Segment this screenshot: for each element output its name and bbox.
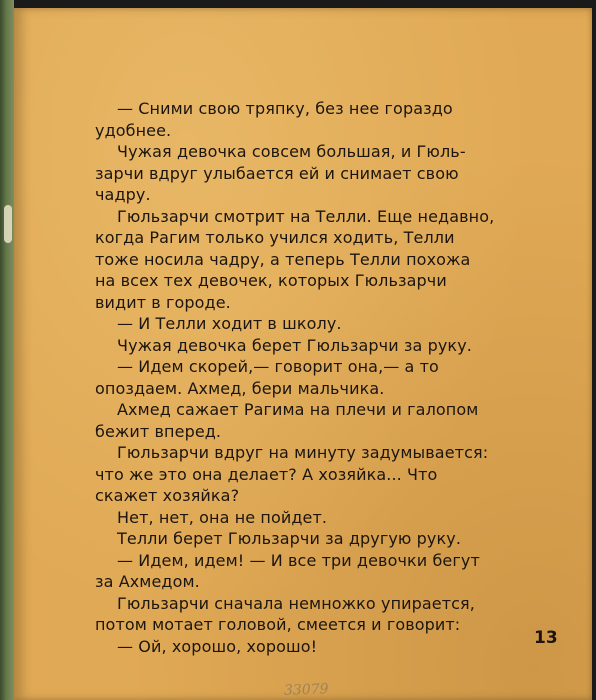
inventory-stamp: 33079 <box>283 681 329 699</box>
binding-stitch <box>4 205 12 243</box>
paragraph-1: — Сними свою тряпку, без нее гораздо удобнее. <box>95 99 453 140</box>
page-number: 13 <box>534 628 558 648</box>
book-spine <box>0 0 14 700</box>
paragraph-11: — Идем, идем! — И все три девочки бегут за Ахмедом. <box>95 550 480 591</box>
paragraph-6: — Идем скорей,— говорит она,— а то опоздаем. Ахмед, бери мальчика. <box>95 357 439 398</box>
paragraph-3: Гюльзарчи смотрит на Телли. Еще недавно, когда Рагим только учился ходить, Телли тоже носила чадру, а теперь Телли похожа на всех тех девочек, которых Гюльзарчи видит в городе. <box>95 206 495 312</box>
story-text <box>95 98 529 657</box>
paragraph-8: Гюльзарчи вдруг на минуту задумывается: что же это она делает? А хозяйка... Что скажет хозяйка? <box>95 443 489 505</box>
paragraph-2: Чужая девочка совсем большая, и Гюль- зарчи вдруг улыбается ей и снимает свою чадру. <box>95 142 466 204</box>
paragraph-4: — И Телли ходит в школу. <box>117 314 342 333</box>
paragraph-12: Гюльзарчи сначала немножко упирается, потом мотает головой, смеется и говорит: <box>95 593 475 634</box>
paragraph-13: — Ой, хорошо, хорошо! <box>117 636 318 656</box>
paragraph-9: Нет, нет, она не пойдет. <box>117 507 328 527</box>
paragraph-5: Чужая девочка берет Гюльзарчи за руку. <box>117 335 472 355</box>
paragraph-10: Телли берет Гюльзарчи за другую руку. <box>117 529 462 548</box>
paragraph-7: Ахмед сажает Рагима на плечи и галопом бежит вперед. <box>95 400 479 441</box>
book-page <box>14 8 592 700</box>
